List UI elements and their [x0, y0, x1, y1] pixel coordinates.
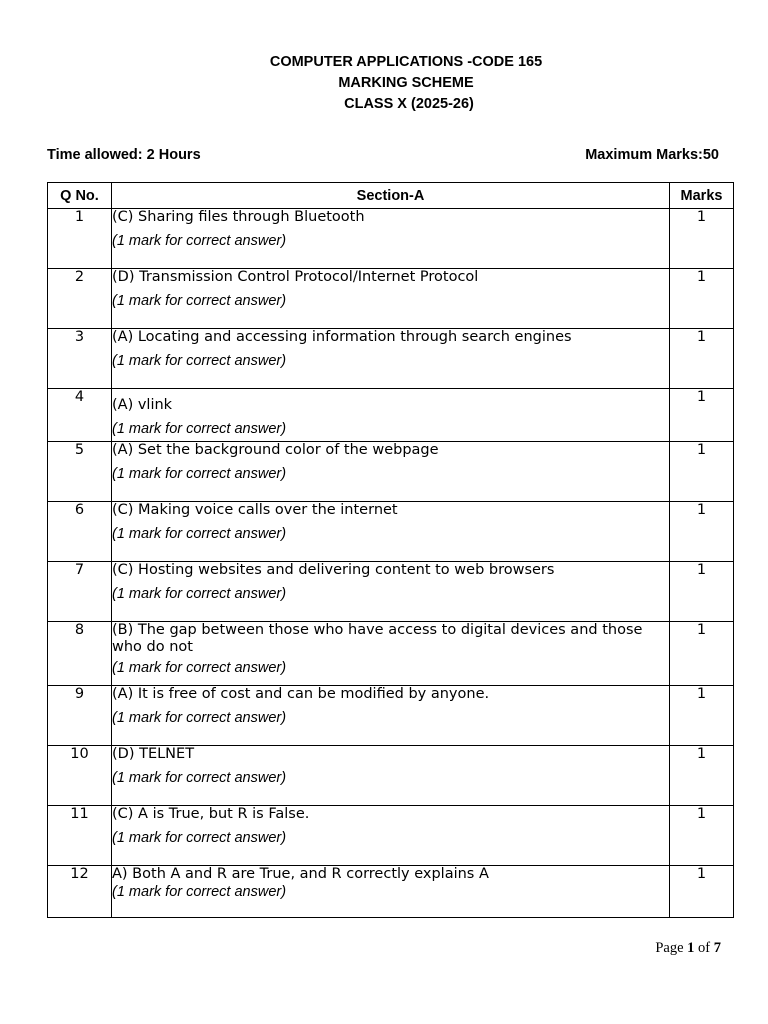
marks-value: 1	[670, 329, 734, 389]
marks-value: 1	[670, 389, 734, 442]
question-number: 9	[48, 686, 112, 746]
page-label: Page	[655, 940, 684, 956]
question-number: 7	[48, 562, 112, 622]
header-section: Section-A	[112, 183, 670, 209]
table-row	[48, 866, 734, 918]
marks-value: 1	[670, 562, 734, 622]
marks-value: 1	[670, 806, 734, 866]
answer-text: (C) A is True, but R is False.	[112, 806, 310, 822]
answer-cell	[112, 686, 670, 746]
header-qno: Q No.	[48, 183, 112, 209]
marks-value: 1	[670, 442, 734, 502]
marking-scheme-table	[47, 182, 734, 918]
page-number: 1	[687, 940, 695, 956]
table-row	[48, 269, 734, 329]
time-allowed: Time allowed: 2 Hours	[47, 147, 201, 163]
marks-value: 1	[670, 269, 734, 329]
table-row	[48, 442, 734, 502]
table-row	[48, 389, 734, 442]
document-subtitle: MARKING SCHEME	[338, 75, 474, 91]
table-row	[48, 329, 734, 389]
answer-text: (C) Making voice calls over the internet	[112, 502, 398, 518]
marking-note: (1 mark for correct answer)	[112, 233, 287, 249]
question-number: 12	[48, 866, 112, 918]
question-number: 2	[48, 269, 112, 329]
question-number: 11	[48, 806, 112, 866]
marking-note: (1 mark for correct answer)	[112, 830, 287, 846]
marks-value: 1	[670, 622, 734, 686]
marking-note: (1 mark for correct answer)	[112, 353, 287, 369]
table-row	[48, 502, 734, 562]
of-label: of	[698, 940, 711, 956]
maximum-marks: Maximum Marks:50	[585, 147, 719, 163]
document-title: COMPUTER APPLICATIONS -CODE 165	[269, 54, 543, 70]
table-row	[48, 562, 734, 622]
marks-value: 1	[670, 866, 734, 918]
table-row	[48, 686, 734, 746]
marking-note: (1 mark for correct answer)	[112, 884, 287, 900]
answer-text: (A) Set the background color of the webpage	[112, 442, 439, 458]
question-number: 8	[48, 622, 112, 686]
header-marks: Marks	[670, 183, 734, 209]
answer-cell	[112, 329, 670, 389]
marking-note: (1 mark for correct answer)	[112, 770, 287, 786]
answer-text: (D) TELNET	[112, 746, 195, 762]
question-number: 5	[48, 442, 112, 502]
marks-value: 1	[670, 686, 734, 746]
question-number: 3	[48, 329, 112, 389]
table-header-row	[48, 183, 734, 209]
answer-cell	[112, 806, 670, 866]
answer-cell	[112, 442, 670, 502]
marking-note: (1 mark for correct answer)	[112, 710, 287, 726]
marking-note: (1 mark for correct answer)	[112, 526, 287, 542]
table-row	[48, 806, 734, 866]
answer-cell	[112, 746, 670, 806]
page-footer	[655, 940, 721, 957]
marks-value: 1	[670, 746, 734, 806]
marking-note: (1 mark for correct answer)	[112, 660, 287, 676]
answer-text: A) Both A and R are True, and R correctly explains A	[112, 866, 489, 882]
answer-cell	[112, 269, 670, 329]
table-row	[48, 746, 734, 806]
marks-value: 1	[670, 209, 734, 269]
answer-cell	[112, 866, 670, 918]
answer-cell	[112, 209, 670, 269]
answer-text: (A) It is free of cost and can be modified by anyone.	[112, 686, 490, 702]
marking-note: (1 mark for correct answer)	[112, 421, 287, 437]
answer-cell	[112, 622, 670, 686]
marks-value: 1	[670, 502, 734, 562]
marking-note: (1 mark for correct answer)	[112, 293, 287, 309]
question-number: 1	[48, 209, 112, 269]
answer-cell	[112, 562, 670, 622]
answer-text: (C) Sharing files through Bluetooth	[112, 209, 365, 225]
marking-note: (1 mark for correct answer)	[112, 466, 287, 482]
answer-text: (C) Hosting websites and delivering content to web browsers	[112, 562, 555, 578]
marking-note: (1 mark for correct answer)	[112, 586, 287, 602]
answer-text: (D) Transmission Control Protocol/Internet Protocol	[112, 269, 479, 285]
question-number: 10	[48, 746, 112, 806]
answer-text: (A) Locating and accessing information through search engines	[112, 329, 572, 345]
question-number: 6	[48, 502, 112, 562]
page-total: 7	[713, 940, 721, 956]
answer-cell	[112, 502, 670, 562]
table-row	[48, 622, 734, 686]
document-class-year: CLASS X (2025-26)	[344, 96, 474, 112]
answer-text: (B) The gap between those who have access to digital devices and those who do not	[112, 622, 643, 655]
answer-text: (A) vlink	[112, 397, 173, 413]
question-number: 4	[48, 389, 112, 442]
table-row	[48, 209, 734, 269]
answer-cell	[112, 389, 670, 442]
